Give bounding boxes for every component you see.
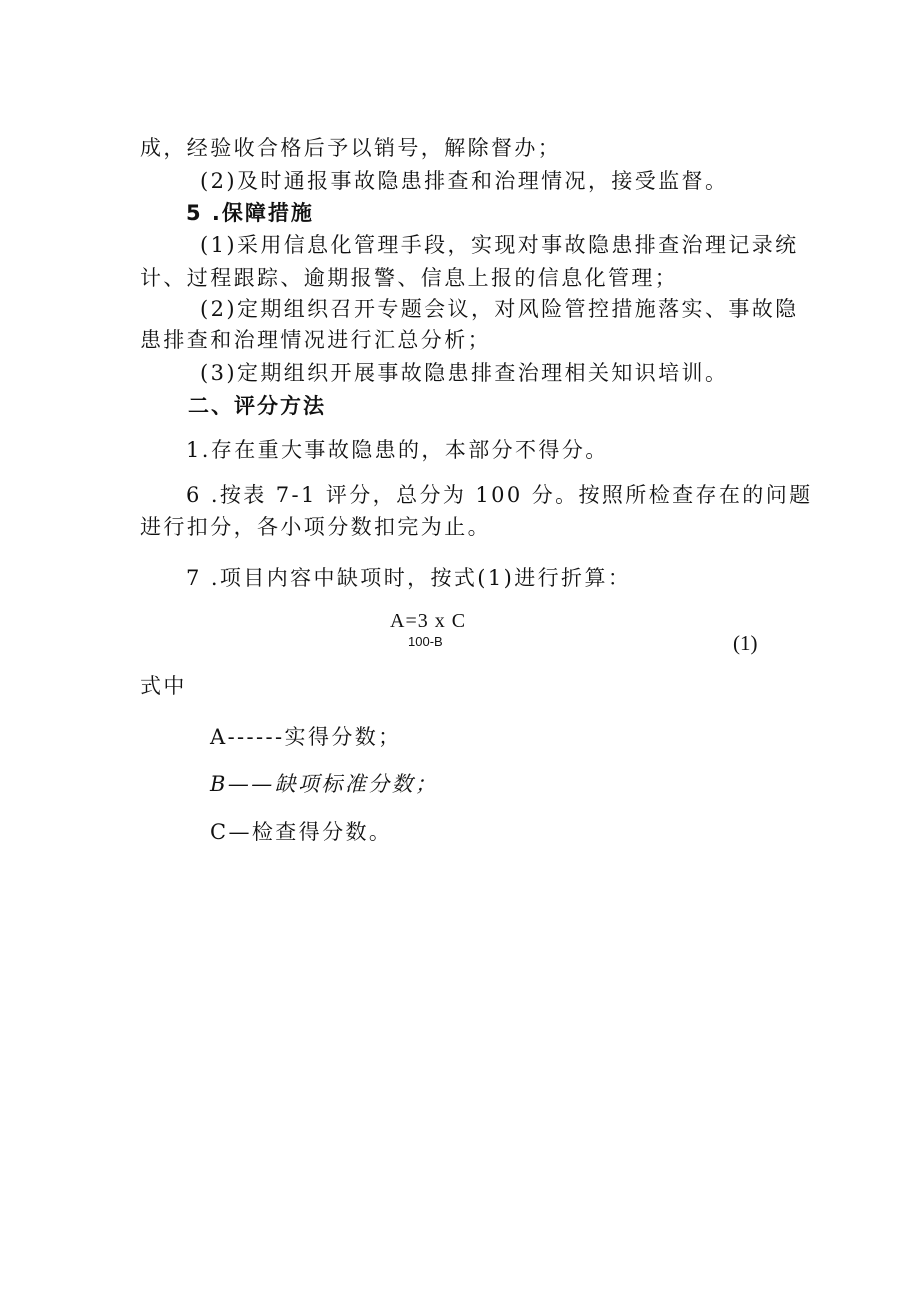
- paragraph-line: 7 .项目内容中缺项时，按式(1)进行折算：: [186, 566, 632, 590]
- paragraph-line: (2)定期组织召开专题会议，对风险管控措施落实、事故隐: [200, 297, 799, 321]
- section-heading: 二、评分方法: [188, 394, 326, 418]
- equation-number: (1): [733, 631, 758, 655]
- formula-numerator: A=3 x C: [390, 610, 467, 632]
- paragraph-line: 6 .按表 7-1 评分，总分为 100 分。按照所检查存在的问题: [186, 483, 813, 507]
- paragraph-line: 计、过程跟踪、逾期报警、信息上报的信息化管理；: [140, 266, 679, 290]
- paragraph-line: 1.存在重大事故隐患的，本部分不得分。: [186, 438, 609, 462]
- paragraph-line: 成，经验收合格后予以销号，解除督办；: [140, 136, 562, 160]
- definition-c: C—检查得分数。: [210, 820, 393, 844]
- paragraph-line: (1)采用信息化管理手段，实现对事故隐患排查治理记录统: [200, 233, 799, 257]
- paragraph-line: (2)及时通报事故隐患排查和治理情况，接受监督。: [200, 169, 729, 193]
- section-heading: 5 .保障措施: [186, 201, 314, 225]
- definition-b: B——缺项标准分数；: [210, 772, 439, 796]
- where-label: 式中: [140, 674, 187, 698]
- paragraph-line: 患排查和治理情况进行汇总分析；: [140, 328, 491, 352]
- definition-a: A------实得分数；: [210, 725, 402, 749]
- paragraph-line: 进行扣分，各小项分数扣完为止。: [140, 515, 491, 539]
- formula-denominator: 100-B: [408, 634, 443, 649]
- paragraph-line: (3)定期组织开展事故隐患排查治理相关知识培训。: [200, 361, 729, 385]
